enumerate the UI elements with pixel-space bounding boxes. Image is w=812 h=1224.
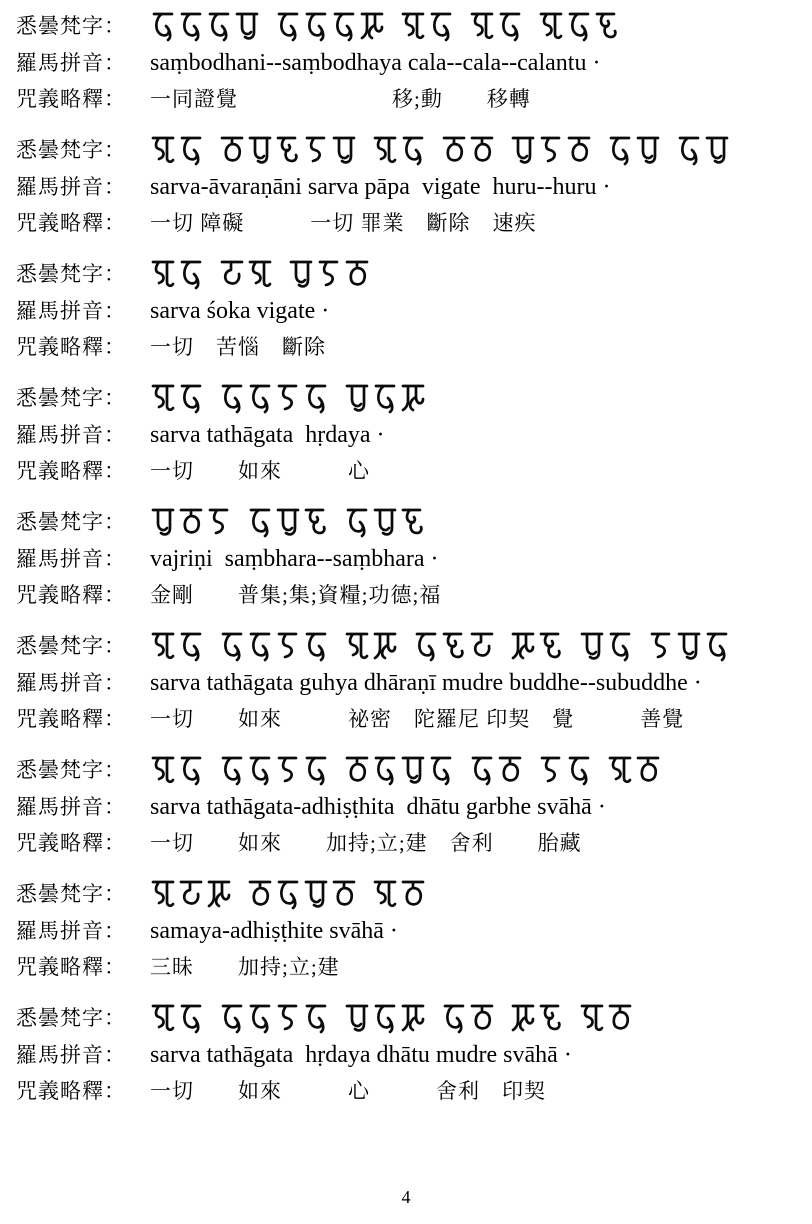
gloss-label: 咒義略釋： (16, 955, 126, 979)
mantra-block (16, 874, 802, 986)
siddham-word (150, 878, 234, 912)
siddham-glyph (469, 630, 495, 664)
siddham-glyph (178, 134, 204, 168)
siddham-glyph (510, 1002, 536, 1036)
siddham-glyph (219, 754, 245, 788)
siddham-glyph (441, 134, 467, 168)
siddham-glyph (178, 258, 204, 292)
siddham-label: 悉曇梵字： (16, 882, 126, 907)
romanization-text: sarva tathāgata hṛdaya dhātu mudre svāhā · (150, 1042, 572, 1068)
siddham-glyph (469, 134, 495, 168)
siddham-glyph (607, 754, 633, 788)
gloss-text: 金剛 普集;集;資糧;功德;福 (150, 583, 442, 607)
romanization-row (16, 668, 802, 703)
romanization-label: 羅馬拼音： (16, 51, 126, 75)
romanization-label: 羅馬拼音： (16, 175, 126, 199)
siddham-glyph (150, 1002, 176, 1036)
siddham-word (219, 754, 331, 788)
siddham-glyph (275, 630, 301, 664)
siddham-glyph (400, 878, 426, 912)
gloss-row (16, 951, 802, 986)
gloss-text: 一切 如來 加持;立;建 舍利 胎藏 (150, 831, 582, 855)
siddham-word (150, 630, 206, 664)
siddham-glyph (538, 10, 564, 44)
siddham-glyph (400, 1002, 426, 1036)
siddham-glyph (275, 382, 301, 416)
gloss-row (16, 579, 802, 614)
gloss-label: 咒義略釋： (16, 831, 126, 855)
siddham-glyph (247, 1002, 273, 1036)
siddham-glyph (400, 506, 426, 540)
siddham-glyph (469, 10, 495, 44)
romanization-text: sarva tathāgata hṛdaya · (150, 422, 385, 448)
siddham-glyph (150, 258, 176, 292)
siddham-row (16, 998, 802, 1040)
siddham-glyph (331, 10, 357, 44)
siddham-glyph (566, 10, 592, 44)
siddham-glyph (247, 754, 273, 788)
siddham-glyph (219, 134, 245, 168)
romanization-row (16, 296, 802, 331)
siddham-glyph (344, 1002, 370, 1036)
romanization-text: sarva śoka vigate · (150, 298, 330, 324)
siddham-glyph (150, 878, 176, 912)
siddham-word (344, 506, 428, 540)
siddham-word (344, 1002, 428, 1036)
siddham-glyph (538, 630, 564, 664)
siddham-word (510, 134, 594, 168)
siddham-row (16, 378, 802, 420)
siddham-glyph (704, 630, 730, 664)
siddham-glyph (607, 134, 633, 168)
siddham-glyphs (150, 134, 745, 168)
siddham-word (441, 1002, 497, 1036)
mantra-block (16, 750, 802, 862)
gloss-label: 咒義略釋： (16, 459, 126, 483)
siddham-label: 悉曇梵字： (16, 14, 126, 39)
siddham-glyph (441, 630, 467, 664)
siddham-glyph (178, 1002, 204, 1036)
gloss-text: 一切 如來 心 (150, 459, 370, 483)
siddham-glyph (206, 10, 232, 44)
siddham-glyph (150, 506, 176, 540)
siddham-word (538, 10, 622, 44)
siddham-glyph (359, 10, 385, 44)
romanization-label: 羅馬拼音： (16, 671, 126, 695)
gloss-row (16, 331, 802, 366)
gloss-row (16, 703, 802, 738)
siddham-glyph (303, 10, 329, 44)
siddham-glyph (150, 382, 176, 416)
siddham-label: 悉曇梵字： (16, 1006, 126, 1031)
siddham-label: 悉曇梵字： (16, 634, 126, 659)
romanization-label: 羅馬拼音： (16, 1043, 126, 1067)
siddham-glyph (303, 754, 329, 788)
romanization-row (16, 916, 802, 951)
romanization-label: 羅馬拼音： (16, 795, 126, 819)
siddham-word (150, 10, 262, 44)
siddham-glyph (372, 878, 398, 912)
romanization-text: samaya-adhiṣṭhite svāhā · (150, 918, 398, 944)
siddham-glyph (303, 630, 329, 664)
siddham-word (150, 258, 206, 292)
siddham-glyph (344, 258, 370, 292)
siddham-word (150, 506, 234, 540)
siddham-word (510, 630, 566, 664)
siddham-word (510, 1002, 566, 1036)
siddham-glyph (178, 10, 204, 44)
siddham-glyphs (150, 10, 635, 44)
romanization-text: sarva tathāgata guhya dhāraṇī mudre buddhe--subuddhe · (150, 670, 702, 696)
gloss-text: 三昧 加持;立;建 (150, 955, 340, 979)
siddham-row (16, 626, 802, 668)
siddham-glyph (150, 630, 176, 664)
siddham-word (219, 134, 359, 168)
siddham-label: 悉曇梵字： (16, 138, 126, 163)
siddham-word (607, 754, 663, 788)
siddham-glyph (331, 134, 357, 168)
romanization-row (16, 792, 802, 827)
siddham-glyph (510, 134, 536, 168)
romanization-label: 羅馬拼音： (16, 547, 126, 571)
siddham-glyph (607, 1002, 633, 1036)
siddham-glyph (372, 382, 398, 416)
siddham-word (247, 878, 359, 912)
gloss-label: 咒義略釋： (16, 87, 126, 111)
siddham-word (288, 258, 372, 292)
siddham-glyphs (150, 630, 745, 664)
siddham-glyph (676, 134, 702, 168)
siddham-word (344, 382, 428, 416)
siddham-glyph (413, 630, 439, 664)
siddham-glyph (344, 630, 370, 664)
siddham-glyph (372, 506, 398, 540)
siddham-glyph (400, 382, 426, 416)
siddham-glyph (510, 630, 536, 664)
romanization-label: 羅馬拼音： (16, 919, 126, 943)
siddham-glyph (219, 258, 245, 292)
siddham-glyphs (150, 754, 676, 788)
romanization-row (16, 48, 802, 83)
gloss-label: 咒義略釋： (16, 1079, 126, 1103)
gloss-row (16, 455, 802, 490)
siddham-glyph (372, 1002, 398, 1036)
siddham-glyph (275, 506, 301, 540)
siddham-word (469, 754, 525, 788)
siddham-glyph (178, 878, 204, 912)
siddham-glyphs (150, 878, 441, 912)
siddham-glyph (275, 878, 301, 912)
siddham-word (469, 10, 525, 44)
siddham-glyph (635, 754, 661, 788)
siddham-word (441, 134, 497, 168)
siddham-glyph (497, 10, 523, 44)
siddham-label: 悉曇梵字： (16, 262, 126, 287)
siddham-glyph (247, 134, 273, 168)
siddham-glyph (579, 630, 605, 664)
siddham-glyph (372, 134, 398, 168)
siddham-glyph (538, 1002, 564, 1036)
gloss-label: 咒義略釋： (16, 707, 126, 731)
siddham-row (16, 6, 802, 48)
siddham-glyph (206, 506, 232, 540)
mantra-block (16, 6, 802, 118)
gloss-text: 一切 障礙 一切 罪業 斷除 速疾 (150, 211, 537, 235)
siddham-word (607, 134, 663, 168)
siddham-glyph (303, 382, 329, 416)
page-number: 4 (401, 1187, 411, 1207)
siddham-word (413, 630, 497, 664)
siddham-glyph (316, 258, 342, 292)
siddham-word (344, 754, 456, 788)
mantra-block (16, 998, 802, 1110)
siddham-glyph (344, 382, 370, 416)
siddham-glyph (428, 10, 454, 44)
siddham-glyphs (150, 258, 385, 292)
siddham-glyph (344, 506, 370, 540)
romanization-label: 羅馬拼音： (16, 423, 126, 447)
siddham-glyph (372, 754, 398, 788)
gloss-row (16, 83, 802, 118)
siddham-glyph (178, 754, 204, 788)
siddham-glyph (303, 1002, 329, 1036)
gloss-text: 一切 如來 祕密 陀羅尼 印契 覺 善覺 (150, 707, 685, 731)
siddham-glyph (303, 878, 329, 912)
siddham-glyph (303, 506, 329, 540)
siddham-glyphs (150, 506, 441, 540)
siddham-glyph (566, 754, 592, 788)
gloss-label: 咒義略釋： (16, 335, 126, 359)
siddham-row (16, 750, 802, 792)
siddham-glyph (247, 506, 273, 540)
siddham-glyph (344, 754, 370, 788)
romanization-row (16, 1040, 802, 1075)
siddham-glyph (428, 754, 454, 788)
siddham-word (150, 134, 206, 168)
siddham-glyph (150, 10, 176, 44)
gloss-label: 咒義略釋： (16, 211, 126, 235)
siddham-glyph (178, 382, 204, 416)
siddham-glyph (247, 630, 273, 664)
siddham-glyph (219, 1002, 245, 1036)
romanization-row (16, 544, 802, 579)
siddham-glyph (400, 10, 426, 44)
siddham-glyph (275, 10, 301, 44)
siddham-glyph (247, 258, 273, 292)
romanization-row (16, 420, 802, 455)
siddham-glyph (538, 754, 564, 788)
romanization-text: sarva tathāgata-adhiṣṭhita dhātu garbhe svāhā · (150, 794, 606, 820)
romanization-text: vajriṇi saṃbhara--saṃbhara · (150, 546, 439, 572)
siddham-glyph (247, 878, 273, 912)
siddham-glyph (234, 10, 260, 44)
romanization-row (16, 172, 802, 207)
siddham-label: 悉曇梵字： (16, 386, 126, 411)
romanization-text: saṃbodhani--saṃbodhaya cala--cala--calantu · (150, 50, 601, 76)
siddham-glyph (441, 1002, 467, 1036)
siddham-word (219, 1002, 331, 1036)
gloss-row (16, 1075, 802, 1110)
siddham-label: 悉曇梵字： (16, 758, 126, 783)
siddham-word (219, 258, 275, 292)
siddham-row (16, 502, 802, 544)
siddham-glyph (275, 1002, 301, 1036)
siddham-word (579, 630, 635, 664)
siddham-glyph (648, 630, 674, 664)
gloss-label: 咒義略釋： (16, 583, 126, 607)
siddham-word (150, 382, 206, 416)
gloss-text: 一同證覺 移;動 移轉 (150, 87, 531, 111)
siddham-glyph (303, 134, 329, 168)
siddham-glyph (635, 134, 661, 168)
gloss-text: 一切 苦惱 斷除 (150, 335, 326, 359)
siddham-glyph (469, 754, 495, 788)
siddham-word (219, 630, 331, 664)
siddham-glyph (219, 630, 245, 664)
siddham-glyph (579, 1002, 605, 1036)
siddham-glyphs (150, 382, 441, 416)
siddham-glyph (178, 506, 204, 540)
siddham-label: 悉曇梵字： (16, 510, 126, 535)
siddham-glyphs (150, 1002, 648, 1036)
siddham-word (676, 134, 732, 168)
siddham-glyph (150, 754, 176, 788)
gloss-text: 一切 如來 心 舍利 印契 (150, 1079, 546, 1103)
siddham-word (372, 134, 428, 168)
siddham-word (275, 10, 387, 44)
siddham-glyph (607, 630, 633, 664)
siddham-glyph (247, 382, 273, 416)
siddham-row (16, 874, 802, 916)
siddham-glyph (372, 630, 398, 664)
siddham-word (400, 10, 456, 44)
mantra-block (16, 378, 802, 490)
siddham-glyph (400, 754, 426, 788)
siddham-glyph (150, 134, 176, 168)
romanization-text: sarva-āvaraṇāni sarva pāpa vigate huru--huru · (150, 174, 611, 200)
gloss-row (16, 827, 802, 862)
siddham-glyph (206, 878, 232, 912)
siddham-word (150, 754, 206, 788)
siddham-glyph (594, 10, 620, 44)
siddham-glyph (275, 754, 301, 788)
siddham-glyph (219, 382, 245, 416)
siddham-word (344, 630, 400, 664)
siddham-word (372, 878, 428, 912)
mantra-block (16, 626, 802, 738)
siddham-glyph (497, 754, 523, 788)
siddham-word (150, 1002, 206, 1036)
siddham-glyph (469, 1002, 495, 1036)
siddham-glyph (400, 134, 426, 168)
siddham-word (579, 1002, 635, 1036)
siddham-row (16, 254, 802, 296)
siddham-word (247, 506, 331, 540)
siddham-word (219, 382, 331, 416)
siddham-glyph (288, 258, 314, 292)
siddham-glyph (538, 134, 564, 168)
siddham-glyph (704, 134, 730, 168)
siddham-glyph (275, 134, 301, 168)
gloss-row (16, 207, 802, 242)
siddham-glyph (566, 134, 592, 168)
siddham-glyph (331, 878, 357, 912)
mantra-block (16, 254, 802, 366)
mantra-block (16, 502, 802, 614)
siddham-word (648, 630, 732, 664)
siddham-row (16, 130, 802, 172)
blocks-container (16, 6, 802, 1110)
siddham-glyph (676, 630, 702, 664)
mantra-block (16, 130, 802, 242)
siddham-word (538, 754, 594, 788)
romanization-label: 羅馬拼音： (16, 299, 126, 323)
siddham-glyph (178, 630, 204, 664)
